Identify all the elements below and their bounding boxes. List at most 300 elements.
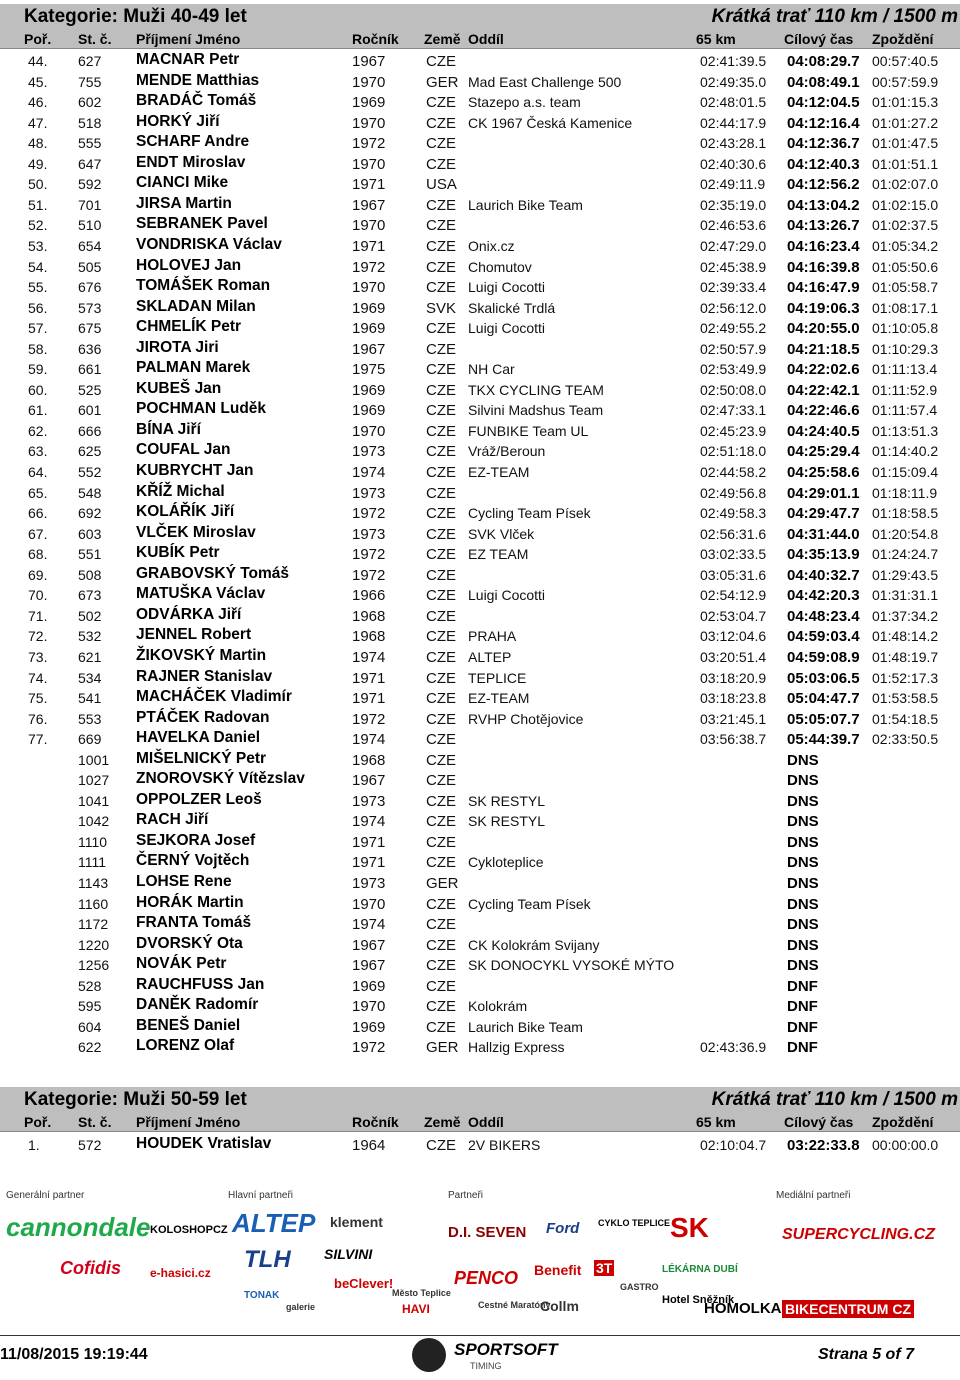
club: Hallzig Express xyxy=(468,1039,565,1056)
country: SVK xyxy=(426,299,457,317)
galerie-logo: galerie xyxy=(286,1302,316,1312)
table-row xyxy=(0,298,960,319)
rider-name: CHMELÍK Petr xyxy=(136,318,242,336)
position: 72. xyxy=(28,628,48,645)
club: Laurich Bike Team xyxy=(468,196,583,213)
start-number: 1220 xyxy=(78,936,110,953)
country: CZE xyxy=(426,957,456,975)
main-partner-label: Hlavní partneři xyxy=(228,1190,294,1201)
table-row xyxy=(0,585,960,606)
table-row xyxy=(0,852,960,873)
col-gap: Zpoždění xyxy=(872,1114,934,1130)
position: 60. xyxy=(28,381,48,398)
position: 47. xyxy=(28,114,48,131)
birth-year: 1970 xyxy=(352,155,386,173)
split-time: 02:44:58.2 xyxy=(700,464,767,480)
col-club: Oddíl xyxy=(468,31,504,47)
country: CZE xyxy=(426,258,456,276)
birth-year: 1971 xyxy=(352,833,386,851)
position: 1. xyxy=(28,1137,40,1153)
country: CZE xyxy=(426,279,456,297)
table-row xyxy=(0,709,960,730)
rider-name: CIANCI Mike xyxy=(136,174,229,192)
split-time: 02:49:58.3 xyxy=(700,505,767,522)
birth-year: 1973 xyxy=(352,875,386,892)
country: CZE xyxy=(426,916,456,934)
col-finish-time: Cílový čas xyxy=(784,1114,854,1130)
rider-name: SEBRANEK Pavel xyxy=(136,215,268,233)
finish-time: 04:22:46.6 xyxy=(787,402,860,420)
country: CZE xyxy=(426,196,456,214)
rider-name: KUBÍK Petr xyxy=(136,544,220,562)
birth-year: 1971 xyxy=(352,176,386,194)
birth-year: 1970 xyxy=(352,998,386,1016)
diseven-logo: D.I. SEVEN xyxy=(448,1224,527,1241)
position: 65. xyxy=(28,484,48,501)
birth-year: 1971 xyxy=(352,854,386,872)
time-gap: 01:54:18.5 xyxy=(872,710,939,727)
table-row xyxy=(0,626,960,647)
start-number: 603 xyxy=(78,525,102,542)
country: CZE xyxy=(426,813,456,831)
table-row xyxy=(0,380,960,401)
start-number: 573 xyxy=(78,299,102,316)
start-number: 1041 xyxy=(78,792,110,809)
split-time: 03:18:23.8 xyxy=(700,690,767,707)
position: 76. xyxy=(28,710,48,727)
rider-name: KUBRYCHT Jan xyxy=(136,462,254,479)
club: Luigi Cocotti xyxy=(468,320,546,337)
time-gap: 01:05:50.6 xyxy=(872,258,939,275)
club: Cykloteplice xyxy=(468,854,544,871)
rider-name: KOLÁŘÍK Jiří xyxy=(136,503,235,521)
split-time: 02:51:18.0 xyxy=(700,443,767,460)
split-time: 03:56:38.7 xyxy=(700,731,767,748)
finish-time: 04:20:55.0 xyxy=(787,320,860,338)
split-time: 02:40:30.6 xyxy=(700,155,767,172)
rider-name: ODVÁRKA Jiří xyxy=(136,605,242,623)
table-row xyxy=(0,955,960,976)
rider-name: GRABOVSKÝ Tomáš xyxy=(136,564,290,582)
country: CZE xyxy=(426,854,456,872)
rider-name: MATUŠKA Václav xyxy=(136,585,266,603)
country: CZE xyxy=(426,464,456,481)
split-time: 02:35:19.0 xyxy=(700,196,767,213)
rider-name: FRANTA Tomáš xyxy=(136,914,252,932)
split-time: 02:54:12.9 xyxy=(700,587,767,604)
rider-name: ŽIKOVSKÝ Martin xyxy=(136,646,267,664)
club: Silvini Madshus Team xyxy=(468,402,604,419)
country: GER xyxy=(426,73,459,91)
birth-year: 1974 xyxy=(352,464,386,481)
rider-name: LOHSE Rene xyxy=(136,873,232,890)
club: CK 1967 Česká Kamenice xyxy=(468,114,633,131)
time-gap: 01:13:51.3 xyxy=(872,422,939,439)
club: Vráž/Beroun xyxy=(468,443,546,460)
country: CZE xyxy=(426,895,456,913)
start-number: 1143 xyxy=(78,875,109,891)
klement-logo: klement xyxy=(330,1214,383,1230)
print-datetime: 11/08/2015 19:19:44 xyxy=(0,1346,148,1363)
table-row xyxy=(0,873,960,894)
benefit-logo: Benefit xyxy=(534,1262,582,1278)
club: NH Car xyxy=(468,361,515,378)
position: 52. xyxy=(28,217,48,234)
country: GER xyxy=(426,1039,459,1057)
birth-year: 1973 xyxy=(352,484,386,502)
col-club: Oddíl xyxy=(468,1114,504,1130)
birth-year: 1972 xyxy=(352,505,386,523)
gastro-logo: GASTRO xyxy=(620,1282,659,1292)
finish-time: DNS xyxy=(787,957,819,975)
rider-name: ČERNÝ Vojtěch xyxy=(136,852,250,870)
country: CZE xyxy=(426,977,456,995)
table-row xyxy=(0,51,960,72)
time-gap: 01:11:57.4 xyxy=(872,402,938,419)
start-number: 525 xyxy=(78,381,102,398)
table-row xyxy=(0,894,960,915)
split-time: 02:43:36.9 xyxy=(700,1039,767,1056)
table-row xyxy=(0,1135,960,1156)
finish-time: DNF xyxy=(787,977,818,995)
start-number: 675 xyxy=(78,320,102,337)
country: CZE xyxy=(426,710,456,728)
position: 73. xyxy=(28,648,48,665)
col-position: Poř. xyxy=(24,1114,52,1130)
country: CZE xyxy=(426,53,456,70)
country: CZE xyxy=(426,546,456,564)
birth-year: 1970 xyxy=(352,73,386,91)
start-number: 692 xyxy=(78,505,102,522)
finish-time: DNS xyxy=(787,936,819,954)
sportsoft-icon xyxy=(412,1338,446,1372)
start-number: 669 xyxy=(78,731,102,748)
split-time: 02:53:04.7 xyxy=(700,607,767,624)
table-row xyxy=(0,421,960,442)
birth-year: 1974 xyxy=(352,731,386,749)
col-finish-time: Cílový čas xyxy=(784,31,854,47)
finish-time: 04:22:42.1 xyxy=(787,381,860,399)
country: CZE xyxy=(426,505,456,523)
country: CZE xyxy=(426,998,456,1016)
club: TKX CYCLING TEAM xyxy=(468,381,604,398)
rider-name: DVORSKÝ Ota xyxy=(136,934,243,952)
finish-time: DNF xyxy=(787,1018,818,1036)
split-time: 02:47:29.0 xyxy=(700,237,767,254)
club: EZ-TEAM xyxy=(468,464,530,480)
table-row xyxy=(0,92,960,113)
start-number: 572 xyxy=(78,1137,102,1153)
finish-time: 04:21:18.5 xyxy=(787,340,860,358)
start-number: 552 xyxy=(78,464,102,480)
cestne-maratony-logo: Cestné Maratóny xyxy=(478,1300,551,1310)
birth-year: 1973 xyxy=(352,792,386,810)
club: CK Kolokrám Svijany xyxy=(468,936,600,953)
time-gap: 00:57:40.5 xyxy=(872,53,939,69)
finish-time: 05:44:39.7 xyxy=(787,731,860,749)
table-row xyxy=(0,750,960,771)
tlh-logo: TLH xyxy=(244,1246,291,1273)
rider-name: BÍNA Jiří xyxy=(136,420,201,438)
birth-year: 1969 xyxy=(352,381,386,399)
start-number: 541 xyxy=(78,690,102,707)
sk-logo: SK xyxy=(670,1212,709,1243)
start-number: 627 xyxy=(78,53,102,69)
finish-time: 04:16:39.8 xyxy=(787,258,860,276)
table-row xyxy=(0,914,960,935)
country: CZE xyxy=(426,792,456,810)
start-number: 602 xyxy=(78,94,102,111)
time-gap: 01:52:17.3 xyxy=(872,669,939,686)
birth-year: 1967 xyxy=(352,772,386,790)
table-row xyxy=(0,257,960,278)
finish-time: DNS xyxy=(787,813,819,831)
start-number: 505 xyxy=(78,258,102,275)
rider-name: HORÁK Martin xyxy=(136,893,244,911)
rider-name: DANĚK Radomír xyxy=(136,996,259,1014)
time-gap: 00:57:59.9 xyxy=(872,73,939,90)
country: CZE xyxy=(426,936,456,954)
split-time: 02:50:08.0 xyxy=(700,381,767,398)
table-row xyxy=(0,195,960,216)
birth-year: 1964 xyxy=(352,1137,386,1154)
club: Stazepo a.s. team xyxy=(468,94,581,111)
rider-name: MENDE Matthias xyxy=(136,71,260,89)
start-number: 701 xyxy=(78,196,102,213)
birth-year: 1969 xyxy=(352,320,386,338)
ford-logo: Ford xyxy=(546,1220,580,1237)
penco-logo: PENCO xyxy=(454,1268,519,1288)
split-time: 02:56:31.6 xyxy=(700,525,767,542)
time-gap: 01:05:34.2 xyxy=(872,237,939,254)
country: CZE xyxy=(426,381,456,399)
finish-time: 04:16:23.4 xyxy=(787,237,860,255)
col-name: Příjmení Jméno xyxy=(136,31,241,47)
time-gap: 01:20:54.8 xyxy=(872,525,939,542)
birth-year: 1967 xyxy=(352,936,386,954)
start-number: 604 xyxy=(78,1018,102,1035)
split-time: 03:21:45.1 xyxy=(700,710,767,727)
table-row xyxy=(0,72,960,93)
country: CZE xyxy=(426,525,456,543)
country: CZE xyxy=(426,402,456,420)
finish-time: DNS xyxy=(787,895,819,913)
finish-time: 04:08:29.7 xyxy=(787,53,860,70)
table-row xyxy=(0,832,960,853)
rider-name: BENEŠ Daniel xyxy=(136,1016,241,1034)
club: RVHP Chotějovice xyxy=(468,710,584,727)
country: CZE xyxy=(426,484,456,502)
table-row xyxy=(0,400,960,421)
table-row xyxy=(0,770,960,791)
club: FUNBIKE Team UL xyxy=(468,422,589,439)
table-row xyxy=(0,935,960,956)
country: CZE xyxy=(426,628,456,646)
table-row xyxy=(0,318,960,339)
finish-time: 04:35:13.9 xyxy=(787,546,860,564)
sponsor-block xyxy=(0,1190,960,1330)
start-number: 534 xyxy=(78,669,102,686)
country: CZE xyxy=(426,648,456,666)
start-number: 553 xyxy=(78,710,102,727)
start-number: 625 xyxy=(78,443,102,460)
cofidis-logo: Cofidis xyxy=(60,1258,121,1278)
birth-year: 1968 xyxy=(352,751,386,769)
category-title: Kategorie: Muži 40-49 let xyxy=(24,6,247,27)
finish-time: 04:25:29.4 xyxy=(787,443,860,461)
table-row xyxy=(0,236,960,257)
bikecentrum-logo: BIKECENTRUM CZ xyxy=(782,1300,914,1318)
club: SK RESTYL xyxy=(468,792,546,809)
start-number: 1110 xyxy=(78,833,108,850)
rider-name: MACNAR Petr xyxy=(136,51,240,68)
country: CZE xyxy=(426,422,456,440)
start-number: 548 xyxy=(78,484,102,501)
start-number: 622 xyxy=(78,1039,102,1056)
collm-logo: Collm xyxy=(540,1298,579,1314)
rider-name: VONDRISKA Václav xyxy=(136,235,282,253)
finish-time: 04:13:26.7 xyxy=(787,217,860,235)
start-number: 551 xyxy=(78,546,102,563)
split-time: 02:48:01.5 xyxy=(700,94,767,111)
finish-time: 05:05:07.7 xyxy=(787,710,860,728)
birth-year: 1971 xyxy=(352,669,386,687)
country: CZE xyxy=(426,772,456,790)
start-number: 666 xyxy=(78,422,102,439)
footer-divider xyxy=(0,1335,960,1336)
time-gap: 01:08:17.1 xyxy=(872,299,939,316)
position: 63. xyxy=(28,443,48,460)
start-number: 1027 xyxy=(78,772,110,789)
rider-name: SCHARF Andre xyxy=(136,133,250,151)
finish-time: 04:12:04.5 xyxy=(787,94,860,112)
finish-time: 04:42:20.3 xyxy=(787,587,860,605)
birth-year: 1970 xyxy=(352,217,386,235)
time-gap: 01:10:29.3 xyxy=(872,340,939,357)
sportsoft-brand: SPORTSOFT xyxy=(454,1340,558,1359)
birth-year: 1974 xyxy=(352,916,386,934)
time-gap: 01:01:51.1 xyxy=(872,155,939,172)
position: 58. xyxy=(28,340,48,357)
silvini-logo: SILVINI xyxy=(324,1246,373,1262)
finish-time: 04:12:36.7 xyxy=(787,135,860,153)
position: 53. xyxy=(28,237,48,254)
finish-time: DNS xyxy=(787,792,819,810)
col-year: Ročník xyxy=(352,31,399,47)
ehasici-logo: e-hasici.cz xyxy=(150,1266,211,1280)
time-gap: 01:05:58.7 xyxy=(872,279,939,296)
time-gap: 01:02:37.5 xyxy=(872,217,939,234)
cannondale-logo: cannondale xyxy=(6,1212,151,1242)
finish-time: DNS xyxy=(787,875,819,892)
category-header-1 xyxy=(0,4,960,28)
table-row xyxy=(0,133,960,154)
birth-year: 1972 xyxy=(352,258,386,276)
sportsoft-sub: TIMING xyxy=(470,1361,502,1371)
col-country: Země xyxy=(424,1114,461,1130)
time-gap: 01:11:52.9 xyxy=(872,381,938,398)
split-time: 02:49:56.8 xyxy=(700,484,767,501)
rider-name: JENNEL Robert xyxy=(136,626,252,644)
birth-year: 1968 xyxy=(352,607,386,625)
birth-year: 1974 xyxy=(352,648,386,666)
birth-year: 1969 xyxy=(352,299,386,317)
rider-name: LORENZ Olaf xyxy=(136,1037,235,1055)
time-gap: 01:02:07.0 xyxy=(872,176,939,193)
column-header-1 xyxy=(0,28,960,49)
club: ALTEP xyxy=(468,648,512,665)
table-row xyxy=(0,606,960,627)
position: 48. xyxy=(28,135,48,152)
club: Laurich Bike Team xyxy=(468,1018,583,1035)
rider-name: ENDT Miroslav xyxy=(136,153,246,171)
club: Onix.cz xyxy=(468,237,515,254)
birth-year: 1967 xyxy=(352,957,386,975)
club: SK DONOCYKL VYSOKÉ MÝTO xyxy=(468,957,675,974)
start-number: 532 xyxy=(78,628,102,645)
table-row xyxy=(0,524,960,545)
rider-name: BRADÁČ Tomáš xyxy=(136,92,257,110)
start-number: 502 xyxy=(78,607,102,624)
col-start-number: St. č. xyxy=(78,31,112,47)
time-gap: 01:24:24.7 xyxy=(872,546,939,563)
start-number: 636 xyxy=(78,340,102,357)
finish-time: 04:12:40.3 xyxy=(787,155,860,173)
country: CZE xyxy=(426,443,456,461)
birth-year: 1972 xyxy=(352,546,386,564)
position: 61. xyxy=(28,402,48,419)
finish-time: 04:12:16.4 xyxy=(787,114,860,132)
club: Skalické Trdlá xyxy=(468,299,556,316)
finish-time: 04:59:03.4 xyxy=(787,628,860,646)
club: Cycling Team Písek xyxy=(468,505,591,522)
country: CZE xyxy=(426,587,456,605)
col-name: Příjmení Jméno xyxy=(136,1114,241,1130)
rider-name: TOMÁŠEK Roman xyxy=(136,277,271,295)
position: 57. xyxy=(28,320,48,337)
mesto-teplice-logo: Město Teplice xyxy=(392,1288,451,1298)
position: 50. xyxy=(28,176,48,193)
start-number: 621 xyxy=(78,648,102,665)
finish-time: 05:04:47.7 xyxy=(787,690,860,708)
rider-name: NOVÁK Petr xyxy=(136,955,227,973)
table-row xyxy=(0,174,960,195)
table-row xyxy=(0,811,960,832)
split-time: 03:12:04.6 xyxy=(700,628,767,645)
col-position: Poř. xyxy=(24,31,52,47)
position: 70. xyxy=(28,587,48,604)
table-row xyxy=(0,1037,960,1058)
split-time: 02:44:17.9 xyxy=(700,114,767,131)
country: CZE xyxy=(426,320,456,338)
split-time: 03:05:31.6 xyxy=(700,566,767,583)
split-time: 02:56:12.0 xyxy=(700,299,767,316)
birth-year: 1972 xyxy=(352,135,386,153)
general-partner-label: Generální partner xyxy=(6,1190,85,1201)
country: CZE xyxy=(426,114,456,132)
start-number: 528 xyxy=(78,977,102,994)
finish-time: 04:19:06.3 xyxy=(787,299,860,317)
table-row xyxy=(0,215,960,236)
birth-year: 1970 xyxy=(352,279,386,297)
sportsoft-logo xyxy=(412,1338,562,1376)
time-gap: 02:33:50.5 xyxy=(872,731,939,748)
time-gap: 00:00:00.0 xyxy=(872,1137,939,1153)
country: CZE xyxy=(426,1018,456,1036)
rider-name: RACH Jiří xyxy=(136,811,209,829)
birth-year: 1975 xyxy=(352,361,386,379)
country: CZE xyxy=(426,731,456,749)
